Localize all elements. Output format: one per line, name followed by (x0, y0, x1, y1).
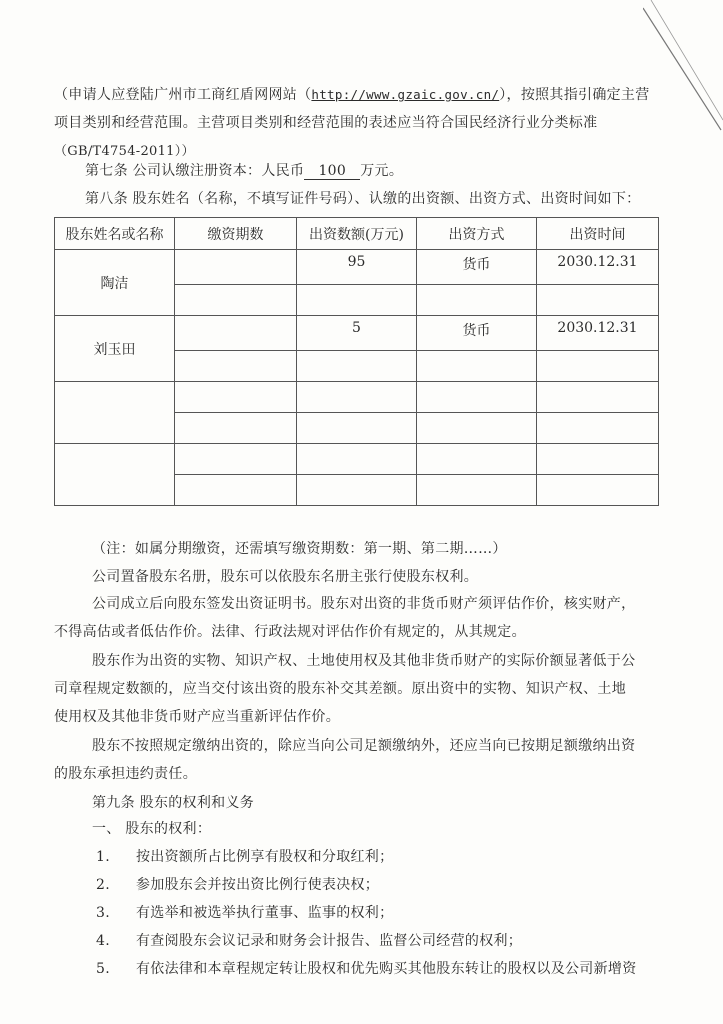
article-9-subheading: 一、 股东的权利： (92, 821, 212, 837)
header-shareholder-name: 股东姓名或名称 (55, 218, 175, 250)
payment-period-cell (175, 250, 297, 285)
paragraph-2-line-2: 不得高估或者低估作价。法律、行政法规对评估作价有规定的，从其规定。 (54, 624, 526, 640)
paragraph-3-line-1: 股东作为出资的实物、知识产权、土地使用权及其他非货币财产的实际价额显著低于公 (92, 653, 636, 669)
article-9-title: 第九条 股东的权利和义务 (92, 795, 255, 811)
empty-cell (297, 475, 417, 506)
empty-cell (537, 444, 659, 475)
table-row (55, 382, 659, 413)
amount-cell: 5 (297, 316, 417, 351)
registered-capital-amount: 100 (304, 163, 360, 180)
empty-cell (417, 475, 537, 506)
empty-cell (297, 444, 417, 475)
table-row (55, 316, 659, 351)
empty-cell (417, 382, 537, 413)
empty-cell (297, 382, 417, 413)
paragraph-3-line-3: 使用权及其他非货币财产应当重新评估作价。 (54, 709, 340, 725)
scan-corner-fold (643, 0, 723, 140)
shareholder-name-cell: 刘玉田 (55, 316, 175, 382)
intro-text-b: ），按照其指引确定主营 (499, 87, 650, 103)
article-7-prefix: 第七条 公司认缴注册资本：人民币 (85, 163, 305, 179)
empty-name-cell (55, 444, 175, 506)
list-item (96, 930, 522, 950)
paragraph-4-line-1: 股东不按照规定缴纳出资的，除应当向公司足额缴纳外，还应当向已按期足额缴纳出资 (92, 738, 636, 754)
empty-cell (537, 285, 659, 316)
paragraph-1: 公司置备股东名册，股东可以依股东名册主张行使股东权利。 (92, 569, 479, 585)
paragraph-4-line-2: 的股东承担违约责任。 (54, 766, 197, 782)
intro-line-1 (54, 84, 650, 104)
empty-cell (175, 413, 297, 444)
empty-cell (537, 475, 659, 506)
list-item (96, 846, 393, 866)
empty-cell (417, 413, 537, 444)
empty-cell (175, 351, 297, 382)
empty-cell (537, 382, 659, 413)
list-item-number: 1. (96, 849, 110, 865)
empty-cell (297, 413, 417, 444)
gzaic-url-link[interactable]: http://www.gzaic.gov.cn/ (311, 87, 500, 102)
list-item-text: 有查阅股东会议记录和财务会计报告、监督公司经营的权利； (136, 933, 523, 949)
shareholder-table (54, 217, 659, 506)
header-contribution-date: 出资时间 (537, 218, 659, 250)
paragraph-2-line-1: 公司成立后向股东签发出资证明书。股东对出资的非货币财产须评估作价，核实财产， (92, 596, 636, 612)
empty-cell (537, 351, 659, 382)
empty-cell (417, 285, 537, 316)
empty-cell (297, 285, 417, 316)
header-contribution-amount: 出资数额(万元) (297, 218, 417, 250)
date-cell: 2030.12.31 (537, 250, 659, 285)
empty-cell (175, 285, 297, 316)
intro-line-3: （GB/T4754-2011）） (54, 144, 195, 159)
installment-note: （注：如属分期缴资，还需填写缴资期数：第一期、第二期……） (92, 541, 507, 557)
shareholder-name-cell: 陶洁 (55, 250, 175, 316)
list-item-number: 3. (96, 905, 110, 921)
list-item (96, 874, 379, 894)
intro-text-a: （申请人应登陆广州市工商红盾网网站（ (54, 87, 312, 103)
list-item-text: 参加股东会并按出资比例行使表决权； (136, 877, 380, 893)
empty-cell (175, 382, 297, 413)
header-contribution-method: 出资方式 (417, 218, 537, 250)
empty-cell (417, 444, 537, 475)
table-header-row (55, 218, 659, 250)
list-item-text: 有选举和被选举执行董事、监事的权利； (136, 905, 394, 921)
payment-period-cell (175, 316, 297, 351)
table-row (55, 250, 659, 285)
empty-cell (175, 475, 297, 506)
method-cell: 货币 (417, 250, 537, 285)
empty-cell (297, 351, 417, 382)
empty-cell (175, 444, 297, 475)
amount-cell: 95 (297, 250, 417, 285)
table-row (55, 444, 659, 475)
paragraph-3-line-2: 司章程规定数额的，应当交付该出资的股东补交其差额。原出资中的实物、知识产权、土地 (54, 681, 626, 697)
article-7-suffix: 万元。 (360, 163, 404, 179)
list-item (96, 902, 393, 922)
empty-name-cell (55, 382, 175, 444)
method-cell: 货币 (417, 316, 537, 351)
list-item-text: 有依法律和本章程规定转让股权和优先购买其他股东转让的股权以及公司新增资 (136, 961, 637, 977)
article-7 (85, 160, 403, 180)
intro-line-2: 项目类别和经营范围。主营项目类别和经营范围的表述应当符合国民经济行业分类标准 (54, 115, 598, 131)
list-item-text: 按出资额所占比例享有股权和分取红利； (136, 849, 394, 865)
list-item (96, 958, 637, 978)
list-item-number: 5. (96, 961, 110, 977)
list-item-number: 4. (96, 933, 110, 949)
empty-cell (537, 413, 659, 444)
article-8: 第八条 股东姓名（名称，不填写证件号码）、认缴的出资额、出资方式、出资时间如下： (85, 191, 641, 207)
date-cell: 2030.12.31 (537, 316, 659, 351)
empty-cell (417, 351, 537, 382)
header-payment-periods: 缴资期数 (175, 218, 297, 250)
list-item-number: 2. (96, 877, 110, 893)
